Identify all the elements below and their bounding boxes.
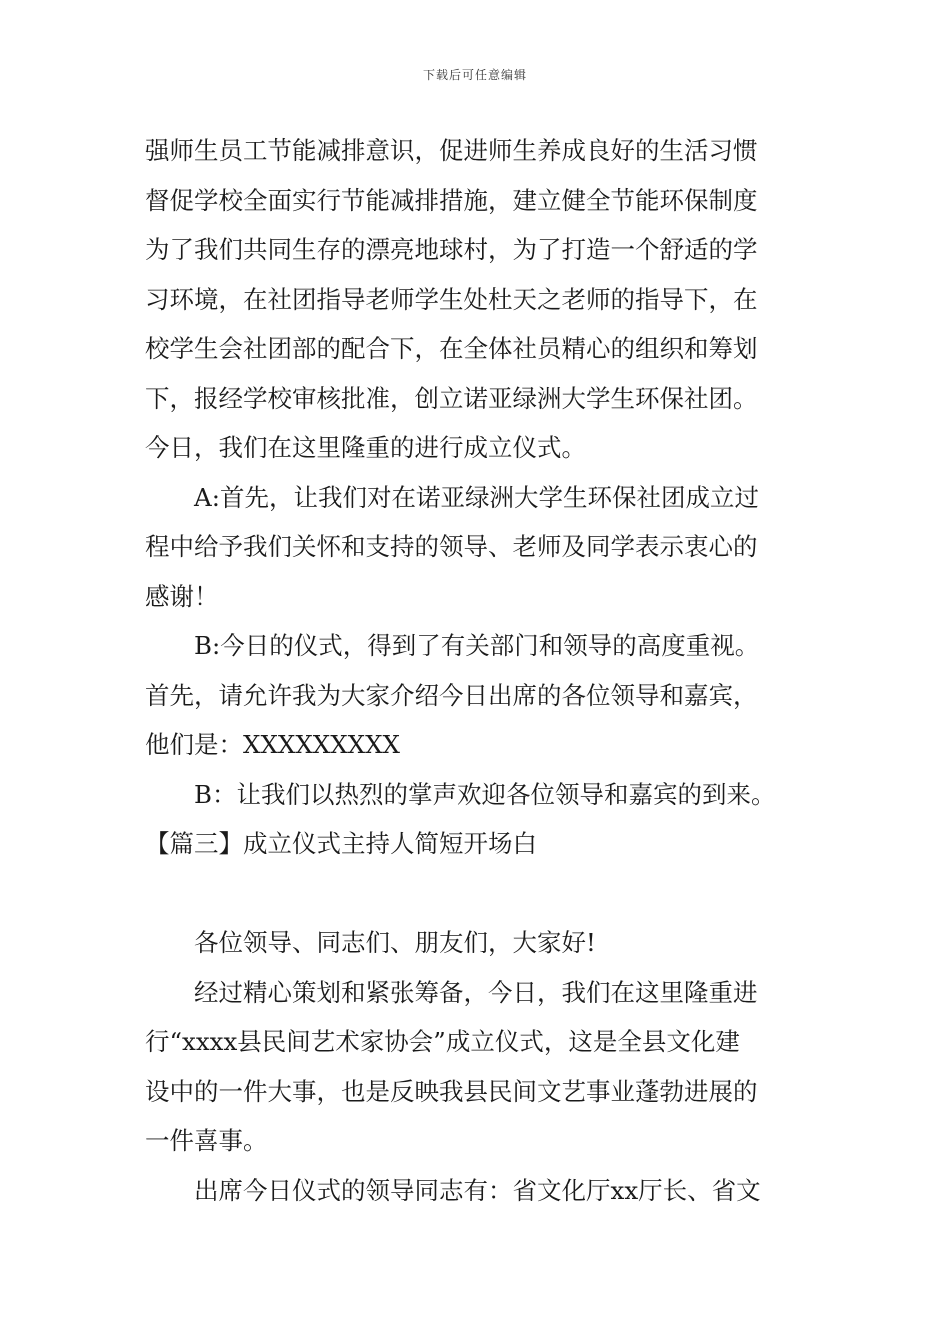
text-line: 感谢！ — [145, 581, 219, 611]
document-body — [145, 126, 809, 1215]
text-line: 下，报经学校审核批准，创立诺亚绿洲大学生环保社团。 — [145, 383, 758, 413]
text-line: 习环境，在社团指导老师学生处杜天之老师的指导下，在 — [145, 284, 758, 314]
text-line: 设中的一件大事，也是反映我县民间文艺事业蓬勃进展的 — [145, 1076, 758, 1106]
text-line: 督促学校全面实行节能减排措施，建立健全节能环保制度 — [145, 185, 758, 215]
text-line: 首先，请允许我为大家介绍今日出席的各位领导和嘉宾， — [145, 680, 758, 710]
text-line: 为了我们共同生存的漂亮地球村，为了打造一个舒适的学 — [145, 235, 758, 264]
text-line: 一件喜事。 — [145, 1126, 268, 1155]
text-line: 出席今日仪式的领导同志有：省文化厅xx厅长、省文 — [194, 1175, 761, 1205]
text-line: 校学生会社团部的配合下，在全体社员精心的组织和筹划 — [145, 334, 758, 363]
text-line: B：让我们以热烈的掌声欢迎各位领导和嘉宾的到来。 — [194, 779, 776, 809]
blank-line — [145, 869, 809, 919]
section-heading: 【篇三】成立仪式主持人简短开场白 — [145, 829, 537, 858]
text-line: 各位领导、同志们、朋友们，大家好! — [194, 928, 596, 957]
text-line: 他们是：XXXXXXXXX — [145, 730, 400, 759]
text-line: A:首先，让我们对在诺亚绿洲大学生环保社团成立过 — [194, 482, 759, 512]
text-line: 程中给予我们关怀和支持的领导、老师及同学表示衷心的 — [145, 532, 758, 561]
header-note: 下载后可任意编辑 — [422, 68, 527, 82]
text-line: B:今日的仪式，得到了有关部门和领导的高度重视。 — [194, 631, 760, 660]
text-line: 行“xxxx县民间艺术家协会”成立仪式，这是全县文化建 — [145, 1027, 740, 1056]
text-line: 经过精心策划和紧张筹备，今日，我们在这里隆重进 — [194, 977, 758, 1007]
text-line: 今日，我们在这里隆重的进行成立仪式。 — [145, 433, 586, 462]
text-line: 强师生员工节能减排意识，促进师生养成良好的生活习惯 — [145, 136, 758, 165]
